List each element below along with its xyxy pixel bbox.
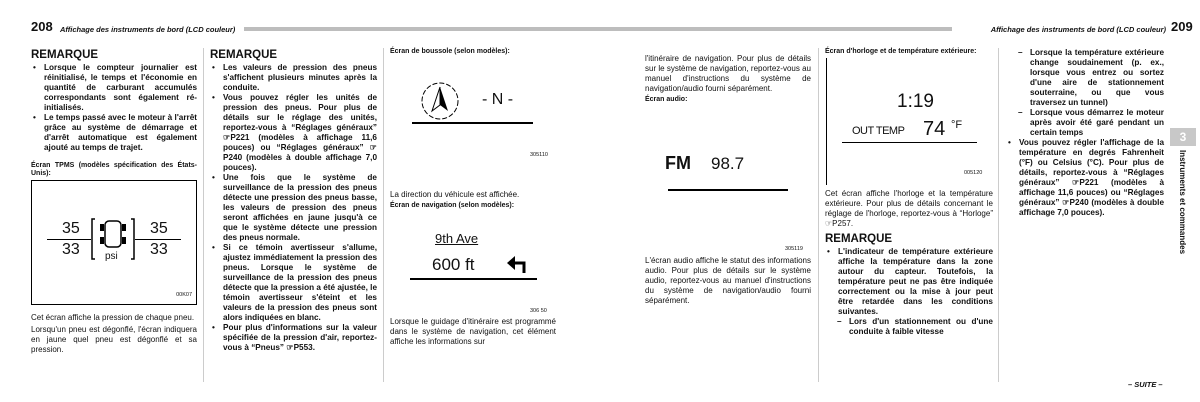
bullet-item: • L'indicateur de température extérieure affiche la température dans la zone autour du capteur. Toutefois, la température peut ne pas être indiquée correctement ou la mise à jour peut être retardée dans les conditions suivantes.	[825, 247, 993, 317]
figure-code: 005120	[964, 170, 983, 176]
tpms-screen-figure	[31, 180, 197, 305]
paragraph: Lorsque le guidage d'itinéraire est programmé dans le système de navigation, cet élément affiche les informations sur	[390, 317, 556, 346]
figure-caption: Écran audio:	[645, 96, 688, 103]
column-4	[645, 54, 811, 308]
tpms-front-left: 35	[62, 220, 80, 237]
clock-time: 1:19	[897, 91, 934, 112]
page-header-left: Affichage des instruments de bord (LCD couleur)	[60, 25, 238, 34]
navigation-screen-figure	[390, 212, 556, 317]
column-divider	[383, 48, 384, 382]
nav-distance: 600 ft	[432, 255, 475, 274]
chapter-label: Instruments et commandes	[1178, 150, 1187, 255]
column-3	[390, 48, 556, 349]
bullet-item: • Si ce témoin avertisseur s'allume, ajustez immédiatement la pression des pneus. Lorsque le système de surveillance de la pression des pneus détecte que la pression a été ajustée, le témoin avertisseur s'éteint et les valeurs de la pression des pneus sont alors indiquées en blanc.	[210, 243, 377, 323]
paragraph: L'écran audio affiche le statut des informations audio. Pour plus de détails sur le système audio, reportez-vous au manuel d'instructions du système de navigation/audio fourni séparément.	[645, 256, 811, 305]
compass-screen-figure	[390, 58, 556, 190]
out-temp-value: 74	[923, 118, 946, 140]
compass-heading: - N -	[482, 91, 514, 108]
chapter-tab: 3	[1170, 128, 1196, 146]
column-5	[825, 48, 993, 337]
column-divider	[203, 48, 204, 382]
page-header-right: Affichage des instruments de bord (LCD couleur)	[988, 25, 1166, 34]
continued-footer: – SUITE –	[1128, 380, 1163, 389]
bullet-item: • Lorsque le compteur journalier est réinitialisé, le temps et l'économie en quantité de carburant accumulés correspondants sont également ré-initialisés.	[31, 63, 197, 113]
out-temp-unit: °F	[951, 119, 963, 131]
tpms-front-right: 35	[150, 220, 168, 237]
remarque-heading: REMARQUE	[31, 49, 99, 61]
nav-street: 9th Ave	[435, 231, 479, 246]
clock-screen-figure	[826, 58, 993, 185]
page-number-right: 209	[1171, 19, 1193, 34]
dash-item: – Lorsque la température extérieure change soudainement (p. ex., lorsque vous entrez ou sortez d'une aire de stationnement souterraine, ou que vous traversez un tunnel)	[1006, 48, 1164, 108]
compass-icon	[418, 79, 462, 123]
paragraph: l'itinéraire de navigation. Pour plus de détails sur le système de navigation, reportez-vous au manuel d'instructions du système de navigation/audio fourni séparément.	[645, 54, 811, 93]
bullet-item: • Vous pouvez régler l'affichage de la température en degrés Fahrenheit (°F) ou Celsius (°C). Pour plus de détails, reportez-vous à “Réglages généraux” ☞P221 (modèles à affichage 11,6 pouces) ou “Réglages généraux” ☞P240 (modèles à double affichage 7,0 pouces).	[1006, 138, 1164, 218]
tpms-unit: psi	[105, 251, 118, 262]
column-divider	[998, 48, 999, 382]
dash-item: – Lors d'un stationnement ou d'une conduite à faible vitesse	[825, 317, 993, 337]
figure-caption: Écran de boussole (selon modèles):	[390, 48, 510, 55]
bullet-item: • Vous pouvez régler les unités de pression des pneus. Pour plus de détails sur le réglage des unités, reportez-vous à “Réglages généraux” ☞P221 (modèles à affichage 11,6 pouces) ou “Réglages généraux” ☞P240 (modèles à double affichage 7,0 pouces).	[210, 93, 377, 173]
out-temp-label: OUT TEMP	[852, 125, 905, 137]
page-number-left: 208	[31, 19, 53, 34]
bullet-item: • Une fois que le système de surveillance de la pression des pneus détecte une pression des pneus basse, les valeurs de pression des pneus seront affichées en jaune jusqu'à ce que le système détecte une pression des pneus normale.	[210, 173, 377, 243]
bullet-item: • Pour plus d'informations sur la valeur spécifiée de la pression d'air, reportez-vous à “Pneus” ☞P553.	[210, 323, 377, 353]
audio-band: FM	[665, 153, 691, 173]
paragraph: Cet écran affiche la pression de chaque pneu.	[31, 313, 195, 322]
bullet-item: • Les valeurs de pression des pneus s'affichent plusieurs minutes après la conduite.	[210, 63, 377, 93]
figure-caption: Écran de navigation (selon modèles):	[390, 202, 515, 209]
figure-caption: Écran d'horloge et de température extérieure:	[825, 48, 977, 55]
audio-screen-figure	[645, 106, 811, 256]
column-1	[31, 48, 197, 357]
audio-frequency: 98.7	[711, 154, 745, 173]
tpms-rear-right: 33	[150, 241, 168, 258]
header-rule	[244, 27, 600, 31]
figure-code: 306 50	[530, 308, 547, 314]
figure-code: 305119	[785, 246, 803, 252]
tpms-rear-left: 33	[62, 241, 80, 258]
column-divider	[818, 48, 819, 382]
remarque-heading: REMARQUE	[210, 49, 278, 61]
remarque-heading: REMARQUE	[825, 233, 893, 245]
dash-item: – Lorsque vous démarrez le moteur après avoir été garé pendant un certain temps	[1006, 108, 1164, 138]
paragraph: La direction du véhicule est affichée.	[390, 190, 520, 199]
column-6	[1006, 48, 1164, 218]
header-rule	[600, 27, 952, 31]
column-2	[210, 48, 377, 353]
bullet-item: • Le temps passé avec le moteur à l'arrêt grâce au système de démarrage et d'arrêt automatique est également ajouté au temps de trajet.	[31, 113, 197, 153]
turn-left-arrow-icon	[507, 254, 529, 274]
paragraph: Lorsqu'un pneu est dégonflé, l'écran indiquera en jaune quel pneu est dégonflé et sa pression.	[31, 325, 197, 354]
figure-code: 305110	[530, 152, 548, 158]
paragraph: Cet écran affiche l'horloge et la température extérieure. Pour plus de détails concernant le réglage de l'horloge, reportez-vous à “Horloge” ☞P257.	[825, 189, 993, 228]
figure-code: 00K07	[176, 292, 192, 298]
figure-caption: Écran TPMS (modèles spécification des États-Unis):	[31, 162, 197, 177]
